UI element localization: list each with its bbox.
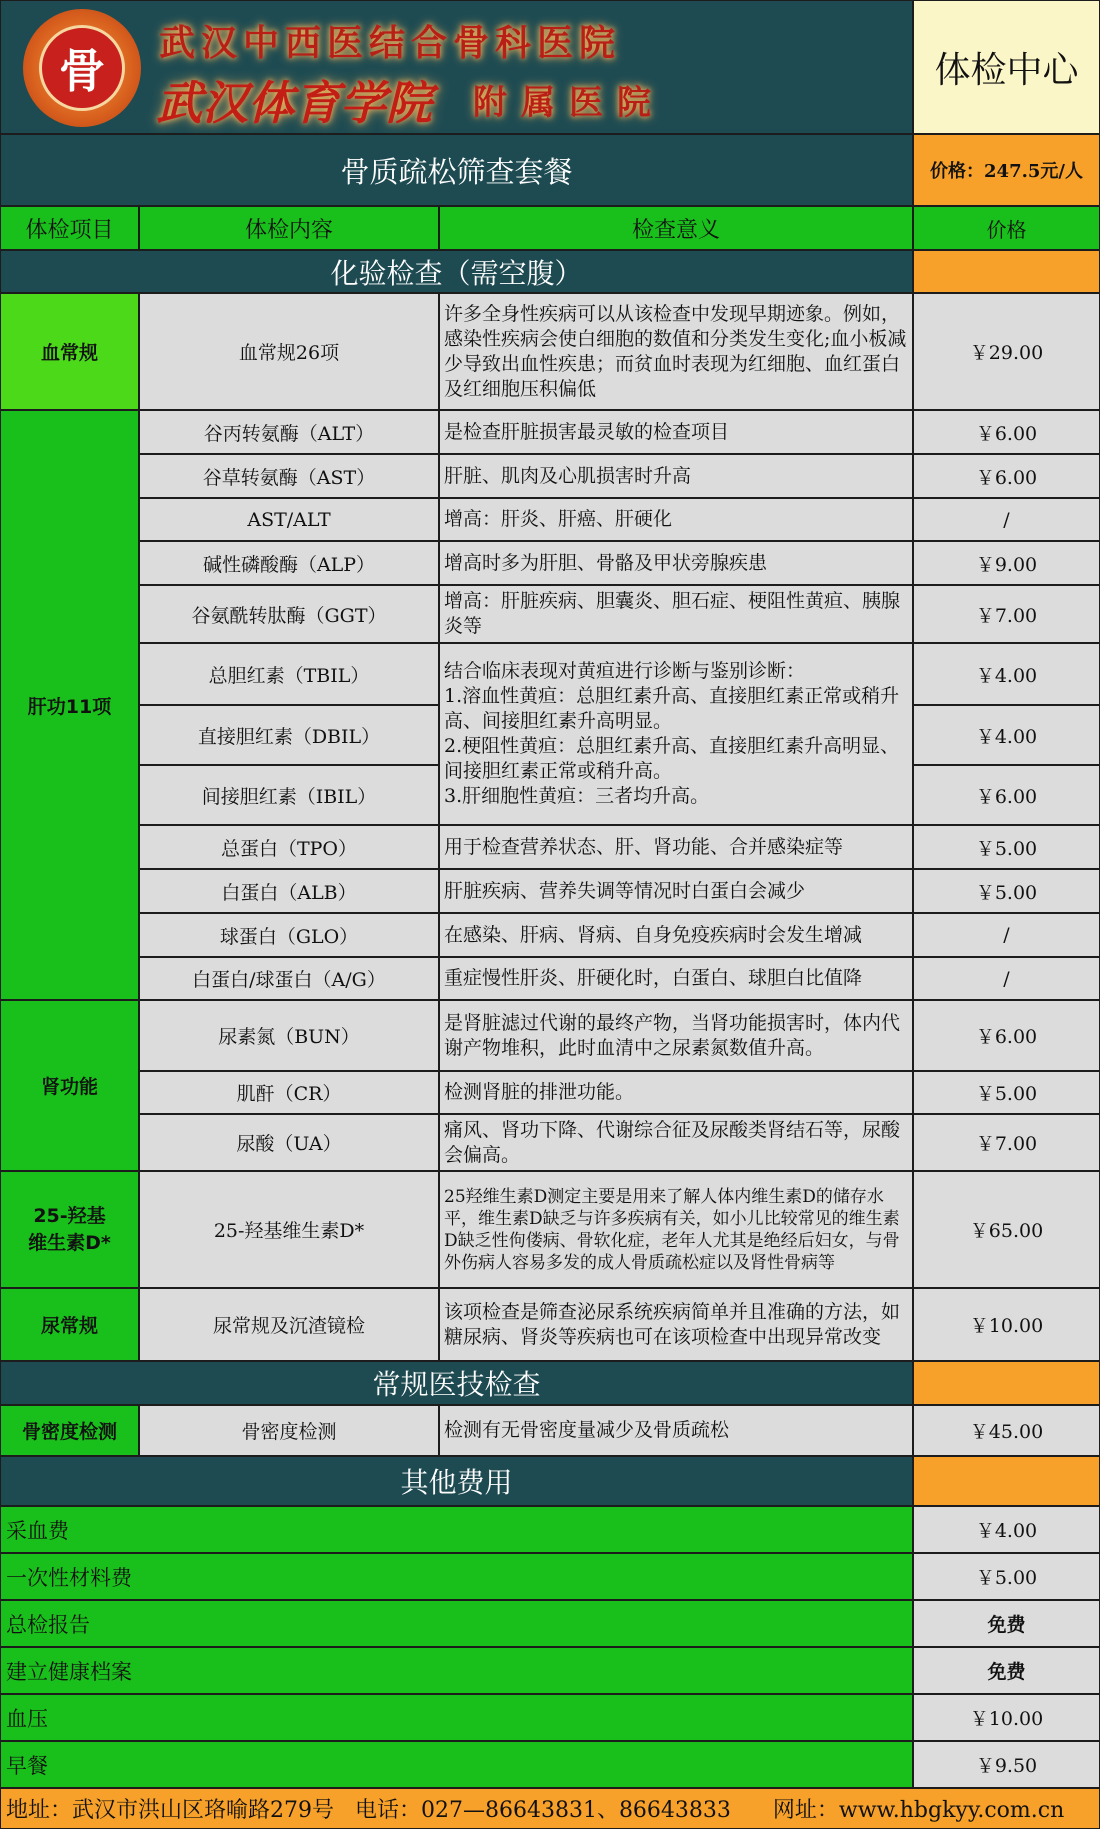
item-price: ￥29.00 — [913, 293, 1100, 410]
item-price: ￥10.00 — [913, 1288, 1100, 1361]
bilirubin-note: 结合临床表现对黄疸进行诊断与鉴别诊断： 1.溶血性黄疸：总胆红素升高、直接胆红素正常或稍升高、间接胆红素升高明显。 2.梗阻性黄疸：总胆红素升高、直接胆红素升高明显、间接胆红素正常或稍升高。 3.肝细胞性黄疸：三者均升高。 — [439, 643, 913, 825]
item-price: ￥5.00 — [913, 869, 1100, 913]
hospital-seal-logo — [23, 9, 141, 127]
item-price: ￥45.00 — [913, 1405, 1100, 1456]
group-vitamin-d: 25-羟基 维生素D* — [0, 1171, 139, 1288]
item-note: 肝脏疾病、营养失调等情况时白蛋白会减少 — [439, 869, 913, 913]
item-price: ￥5.00 — [913, 1071, 1100, 1114]
fee-label: 血压 — [0, 1694, 913, 1741]
item-price: ￥65.00 — [913, 1171, 1100, 1288]
group-urine: 尿常规 — [0, 1288, 139, 1361]
item-name: 尿酸（UA） — [139, 1114, 439, 1171]
fee-label: 早餐 — [0, 1741, 913, 1788]
fee-price: 免费 — [913, 1647, 1100, 1694]
item-name: 骨密度检测 — [139, 1405, 439, 1456]
fee-price: ￥5.00 — [913, 1553, 1100, 1600]
section-imaging: 常规医技检查 — [0, 1361, 913, 1405]
fee-price: 免费 — [913, 1600, 1100, 1647]
item-note: 检测有无骨密度量减少及骨质疏松 — [439, 1405, 913, 1456]
item-note: 肝脏、肌肉及心肌损害时升高 — [439, 454, 913, 498]
affiliation-suffix: 附属医院 — [473, 83, 665, 123]
item-price: ￥4.00 — [913, 705, 1100, 765]
item-price: ￥5.00 — [913, 825, 1100, 869]
item-price: / — [913, 913, 1100, 957]
seal-glyph: 骨 — [39, 25, 125, 111]
item-price: ￥6.00 — [913, 454, 1100, 498]
item-name: 碱性磷酸酶（ALP） — [139, 541, 439, 585]
center-title: 体检中心 — [913, 0, 1100, 134]
fee-label: 总检报告 — [0, 1600, 913, 1647]
item-note: 增高时多为肝胆、骨骼及甲状旁腺疾患 — [439, 541, 913, 585]
item-name: AST/ALT — [139, 498, 439, 541]
item-note: 重症慢性肝炎、肝硬化时，白蛋白、球胆白比值降 — [439, 957, 913, 1000]
hospital-banner — [0, 0, 913, 134]
item-price: ￥9.00 — [913, 541, 1100, 585]
item-note: 检测肾脏的排泄功能。 — [439, 1071, 913, 1114]
item-name: 尿素氮（BUN） — [139, 1000, 439, 1071]
item-note: 用于检查营养状态、肝、肾功能、合并感染症等 — [439, 825, 913, 869]
item-note: 增高：肝脏疾病、胆囊炎、胆石症、梗阻性黄疸、胰腺炎等 — [439, 585, 913, 643]
affiliation-calligraphy: 武汉体育学院 — [156, 76, 432, 130]
item-name: 血常规26项 — [139, 293, 439, 410]
item-name: 白蛋白/球蛋白（A/G） — [139, 957, 439, 1000]
group-liver: 肝功11项 — [0, 410, 139, 1000]
item-price: ￥6.00 — [913, 410, 1100, 454]
section-other: 其他费用 — [0, 1456, 913, 1506]
item-price: ￥4.00 — [913, 643, 1100, 705]
col-price: 价格 — [913, 206, 1100, 250]
fee-label: 采血费 — [0, 1506, 913, 1553]
item-note: 许多全身性疾病可以从该检查中发现早期迹象。例如，感染性疾病会使白细胞的数值和分类发生变化;血小板减少导致出血性疾患；而贫血时表现为红细胞、血红蛋白及红细胞压积偏低 — [439, 293, 913, 410]
item-name: 球蛋白（GLO） — [139, 913, 439, 957]
fee-label: 建立健康档案 — [0, 1647, 913, 1694]
section-lab: 化验检查（需空腹） — [0, 250, 913, 293]
hospital-name: 武汉中西医结合骨科医院 — [159, 23, 622, 64]
group-kidney: 肾功能 — [0, 1000, 139, 1171]
col-significance: 检查意义 — [439, 206, 913, 250]
item-name: 谷丙转氨酶（ALT） — [139, 410, 439, 454]
section-imaging-filler — [913, 1361, 1100, 1405]
item-price: ￥7.00 — [913, 585, 1100, 643]
item-name: 肌酐（CR） — [139, 1071, 439, 1114]
fee-price: ￥9.50 — [913, 1741, 1100, 1788]
col-category: 体检项目 — [0, 206, 139, 250]
item-name: 25-羟基维生素D* — [139, 1171, 439, 1288]
package-title: 骨质疏松筛查套餐 — [0, 134, 913, 206]
item-name: 谷草转氨酶（AST） — [139, 454, 439, 498]
item-note: 痛风、肾功下降、代谢综合征及尿酸类肾结石等，尿酸会偏高。 — [439, 1114, 913, 1171]
item-price: / — [913, 498, 1100, 541]
section-lab-filler — [913, 250, 1100, 293]
item-name: 白蛋白（ALB） — [139, 869, 439, 913]
item-price: ￥7.00 — [913, 1114, 1100, 1171]
item-price: / — [913, 957, 1100, 1000]
item-note: 25羟维生素D测定主要是用来了解人体内维生素D的储存水平，维生素D缺乏与许多疾病有关，如小儿比较常见的维生素D缺乏性佝偻病、骨软化症，老年人尤其是绝经后妇女，与骨外伤病人容易多发的成人骨质疏松症以及肾性骨病等 — [439, 1171, 913, 1288]
item-name: 总蛋白（TPO） — [139, 825, 439, 869]
item-name: 谷氨酰转肽酶（GGT） — [139, 585, 439, 643]
fee-label: 一次性材料费 — [0, 1553, 913, 1600]
group-blood: 血常规 — [0, 293, 139, 410]
item-price: ￥6.00 — [913, 765, 1100, 825]
item-price: ￥6.00 — [913, 1000, 1100, 1071]
item-note: 在感染、肝病、肾病、自身免疫疾病时会发生增减 — [439, 913, 913, 957]
item-name: 尿常规及沉渣镜检 — [139, 1288, 439, 1361]
item-name: 总胆红素（TBIL） — [139, 643, 439, 705]
col-content: 体检内容 — [139, 206, 439, 250]
item-note: 是检查肝脏损害最灵敏的检查项目 — [439, 410, 913, 454]
group-bmd: 骨密度检测 — [0, 1405, 139, 1456]
fee-price: ￥4.00 — [913, 1506, 1100, 1553]
fee-price: ￥10.00 — [913, 1694, 1100, 1741]
item-note: 是肾脏滤过代谢的最终产物，当肾功能损害时，体内代谢产物堆积，此时血清中之尿素氮数值升高。 — [439, 1000, 913, 1071]
item-note: 该项检查是筛查泌尿系统疾病简单并且准确的方法，如糖尿病、肾炎等疾病也可在该项检查中出现异常改变 — [439, 1288, 913, 1361]
package-price: 价格：247.5元/人 — [913, 134, 1100, 206]
footer-contact: 地址：武汉市洪山区珞喻路279号 电话：027—86643831、86643833 网址：www.hbgkyy.com.cn — [0, 1788, 1100, 1829]
section-other-filler — [913, 1456, 1100, 1506]
item-note: 增高：肝炎、肝癌、肝硬化 — [439, 498, 913, 541]
item-name: 间接胆红素（IBIL） — [139, 765, 439, 825]
item-name: 直接胆红素（DBIL） — [139, 705, 439, 765]
